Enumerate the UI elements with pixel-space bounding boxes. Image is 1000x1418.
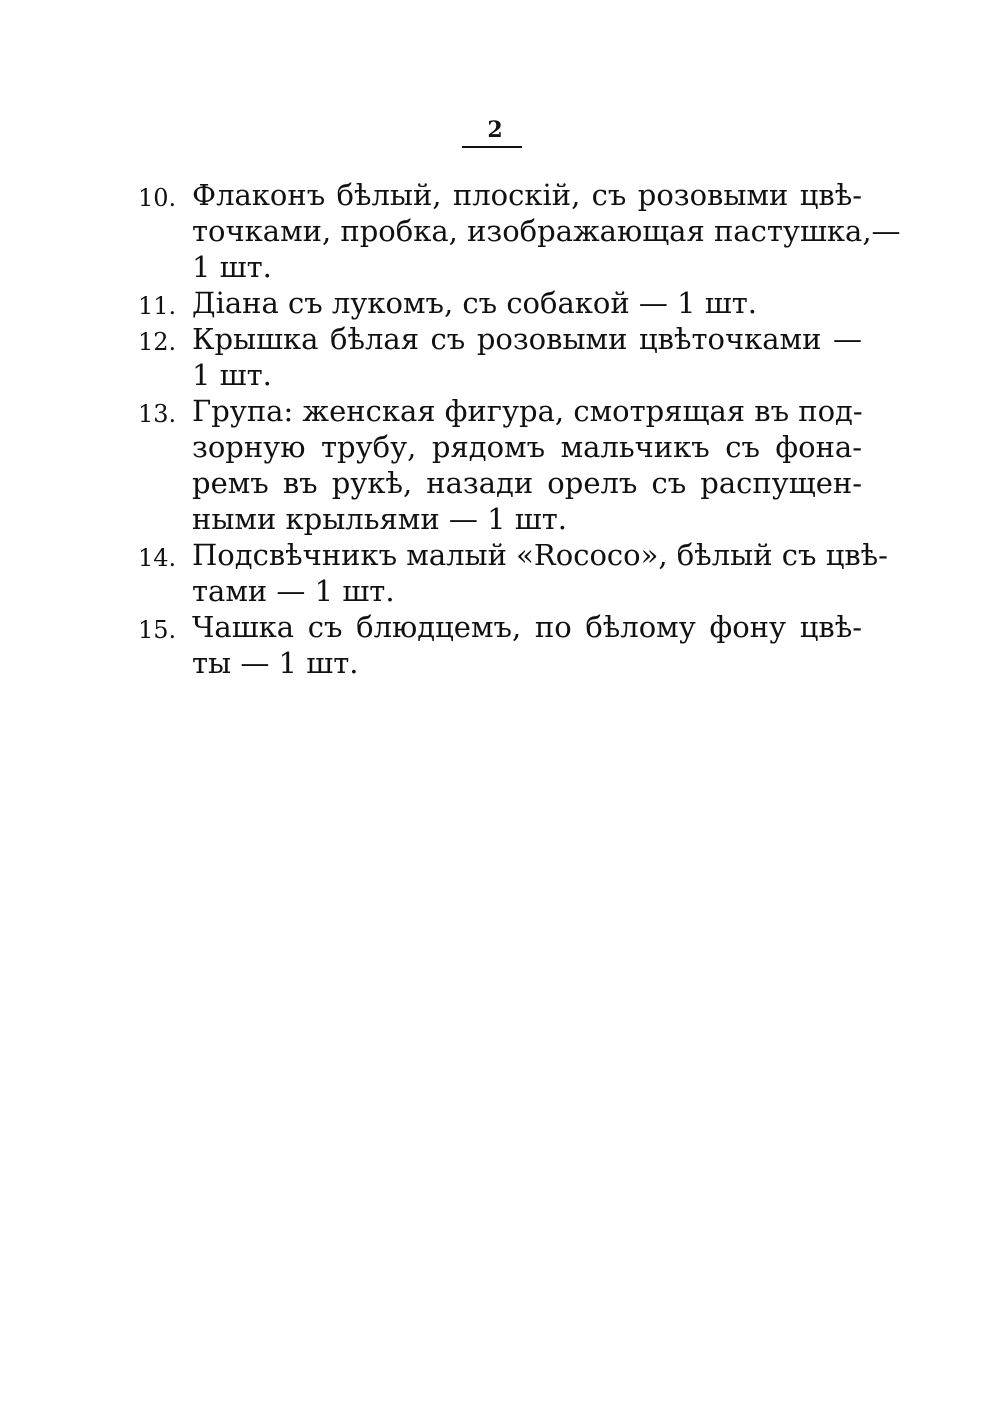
page-number: 2 [487, 117, 503, 143]
entry-number: 12. [138, 328, 177, 356]
entry-number: 15. [138, 616, 177, 644]
entry-number: 13. [138, 400, 177, 428]
entry-line: 1 шт. [192, 250, 272, 284]
entry-line: зорную трубу, рядомъ мальчикъ съ фона- [192, 430, 862, 464]
entry-line: Діана съ лукомъ, съ собакой — 1 шт. [192, 286, 758, 320]
entry-line: ты — 1 шт. [192, 646, 359, 680]
entry-number: 10. [138, 184, 177, 212]
entry-line: ными крыльями — 1 шт. [192, 502, 568, 536]
entry-line: Подсвѣчникъ малый «Rococo», бѣлый съ цвѣ- [192, 538, 888, 572]
entry-line: ремъ въ рукѣ, назади орелъ съ распущен- [192, 466, 862, 500]
entry-line: Група: женская фигура, смотрящая въ под- [192, 394, 863, 428]
page-number-rule [462, 146, 522, 148]
entry-line: Флаконъ бѣлый, плоскій, съ розовыми цвѣ- [192, 178, 862, 212]
entry-number: 11. [138, 292, 177, 320]
entry-number: 14. [138, 544, 177, 572]
entry-line: 1 шт. [192, 358, 272, 392]
entry-line: Чашка съ блюдцемъ, по бѣлому фону цвѣ- [192, 610, 862, 644]
entry-line: тами — 1 шт. [192, 574, 395, 608]
entry-line: Крышка бѣлая съ розовыми цвѣточками — [192, 322, 862, 356]
entry-line: точками, пробка, изображающая пастушка,— [192, 214, 901, 248]
